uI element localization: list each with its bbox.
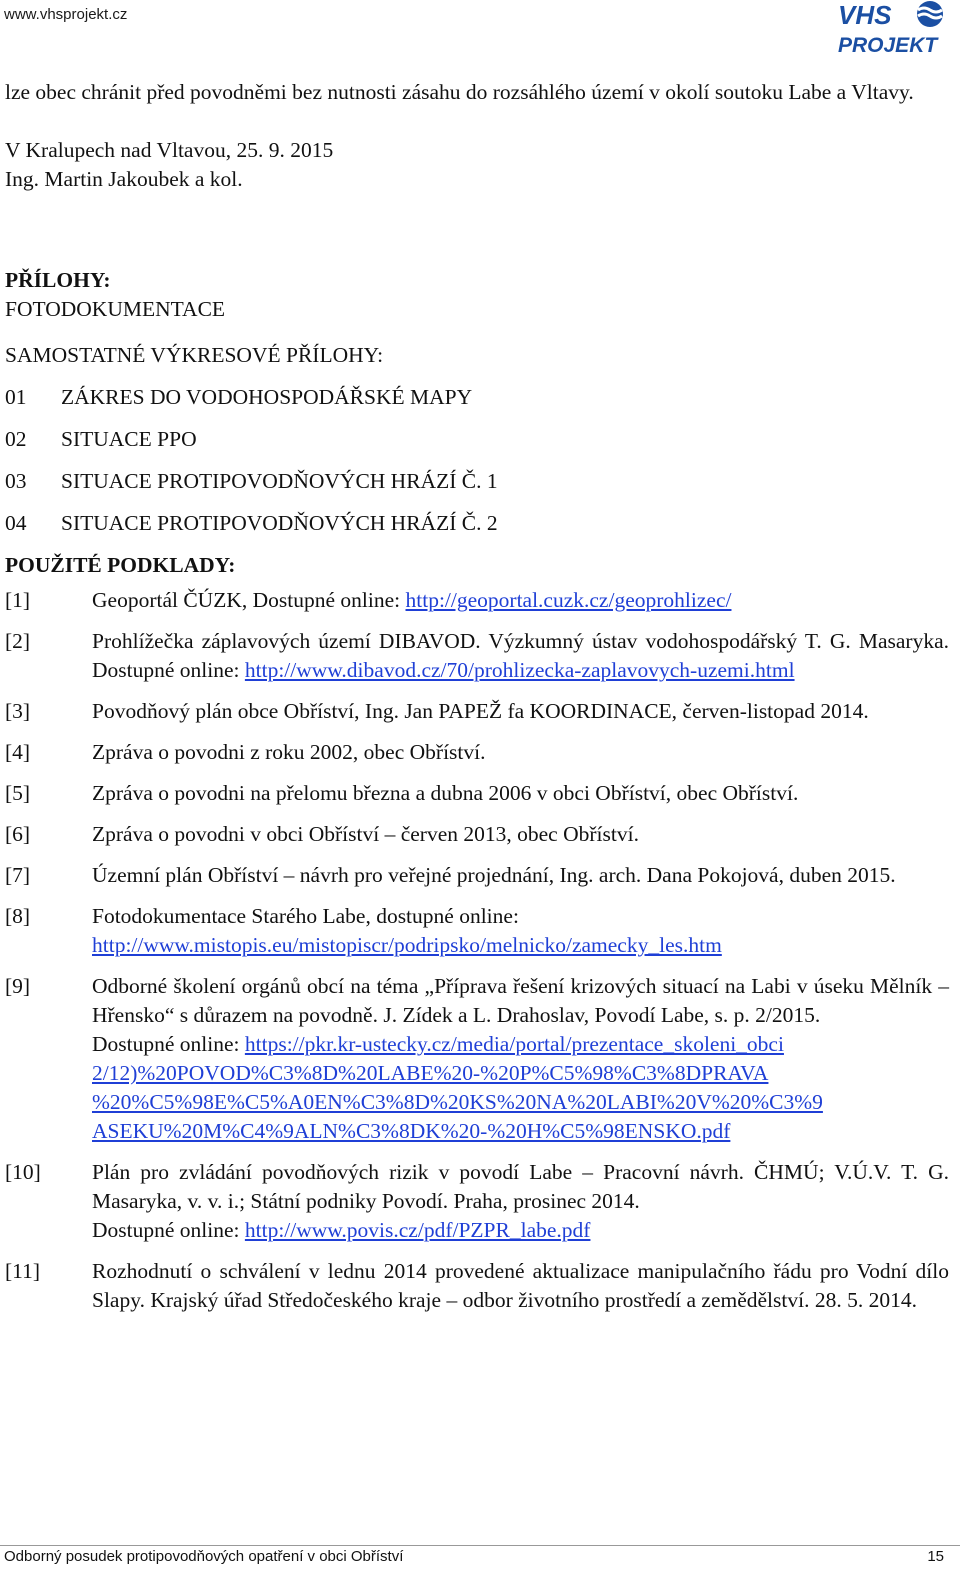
document-body bbox=[5, 78, 949, 1315]
references-list bbox=[5, 586, 949, 1315]
footer-divider bbox=[0, 1545, 960, 1546]
reference-text-online: Dostupné online: bbox=[92, 1032, 245, 1056]
drawing-number: 02 bbox=[5, 427, 27, 451]
drawing-label: SITUACE PROTIPOVODŇOVÝCH HRÁZÍ Č. 1 bbox=[61, 469, 498, 493]
reference-text: Rozhodnutí o schválení v lednu 2014 provedené aktualizace manipulačního řádu pro Vodní dílo Slapy. Krajský úřad Středočeského kraje – odbor životního prostředí a zemědělství. 28. 5. 2014. bbox=[92, 1259, 949, 1312]
reference-text: Odborné školení orgánů obcí na téma „Příprava řešení krizových situací na Labi v úseku Mělník – Hřensko“ s důrazem na povodně. J. Zídek a L. Drahoslav, Povodí Labe, s. p. 2/2015. bbox=[92, 974, 949, 1027]
reference-link[interactable]: http://www.dibavod.cz/70/prohlizecka-zaplavovych-uzemi.html bbox=[244, 658, 795, 682]
reference-link[interactable]: http://www.povis.cz/pdf/PZPR_labe.pdf bbox=[244, 1218, 591, 1242]
attachments-heading: PŘÍLOHY: bbox=[5, 268, 111, 292]
drawings-heading: SAMOSTATNÉ VÝKRESOVÉ PŘÍLOHY: bbox=[5, 343, 384, 367]
wave-icon bbox=[917, 1, 943, 27]
reference-number: [10] bbox=[5, 1160, 41, 1184]
reference-number: [7] bbox=[5, 863, 31, 887]
attachments-item: FOTODOKUMENTACE bbox=[5, 297, 226, 321]
author: Ing. Martin Jakoubek a kol. bbox=[5, 167, 243, 191]
drawing-number: 01 bbox=[5, 385, 27, 409]
reference-item bbox=[5, 697, 949, 726]
reference-number: [4] bbox=[5, 740, 31, 764]
reference-number: [5] bbox=[5, 781, 31, 805]
reference-link-continuation[interactable]: 2/12)%20POVOD%C3%8D%20LABE%20-%20P%C5%98%C3%8DPRAVA bbox=[92, 1061, 769, 1085]
reference-text: Územní plán Obříství – návrh pro veřejné projednání, Ing. arch. Dana Pokojová, duben 2015. bbox=[92, 863, 896, 887]
reference-link-continuation[interactable]: %20%C5%98E%C5%A0EN%C3%8D%20KS%20NA%20LABI%20V%20%C3%9 bbox=[92, 1090, 823, 1114]
reference-text: Prohlížečka záplavových území DIBAVOD. Výzkumný ústav vodohospodářský T. G. Masaryka. Dostupné online: bbox=[92, 629, 949, 682]
reference-text: Plán pro zvládání povodňových rizik v povodí Labe – Pracovní návrh. ČHMÚ; V.Ú.V. T. G. Masaryka, v. v. i.; Státní podniky Povodí. Praha, prosinec 2014. bbox=[92, 1160, 949, 1213]
reference-item bbox=[5, 1257, 949, 1315]
reference-link[interactable]: http://geoportal.cuzk.cz/geoprohlizec/ bbox=[405, 588, 732, 612]
reference-text: Zpráva o povodni na přelomu března a dubna 2006 v obci Obříství, obec Obříství. bbox=[92, 781, 799, 805]
reference-number: [2] bbox=[5, 629, 31, 653]
reference-link[interactable]: https://pkr.kr-ustecky.cz/media/portal/prezentace_skoleni_obci bbox=[244, 1032, 784, 1056]
header-url[interactable]: www.vhsprojekt.cz bbox=[4, 6, 128, 23]
reference-text: Povodňový plán obce Obříství, Ing. Jan PAPEŽ fa KOORDINACE, červen-listopad 2014. bbox=[92, 699, 869, 723]
reference-item bbox=[5, 586, 949, 615]
reference-item bbox=[5, 779, 949, 808]
reference-text: Fotodokumentace Starého Labe, dostupné online: bbox=[92, 904, 519, 928]
logo-text-projekt: PROJEKT bbox=[838, 34, 938, 57]
reference-number: [6] bbox=[5, 822, 31, 846]
logo-text-vhs: VHS bbox=[838, 0, 892, 30]
reference-item bbox=[5, 972, 949, 1146]
reference-number: [1] bbox=[5, 588, 31, 612]
reference-number: [3] bbox=[5, 699, 31, 723]
page-number: 15 bbox=[927, 1548, 944, 1565]
drawing-number: 03 bbox=[5, 469, 27, 493]
reference-number: [11] bbox=[5, 1259, 41, 1283]
reference-text-online: Dostupné online: bbox=[92, 1218, 245, 1242]
reference-link-continuation[interactable]: ASEKU%20M%C4%9ALN%C3%8DK%20-%20H%C5%98ENSKO.pdf bbox=[92, 1119, 731, 1143]
drawing-number: 04 bbox=[5, 511, 27, 535]
vhs-projekt-logo bbox=[836, 0, 946, 58]
reference-text: Geoportál ČÚZK, Dostupné online: bbox=[92, 588, 406, 612]
reference-text: Zpráva o povodni v obci Obříství – červen 2013, obec Obříství. bbox=[92, 822, 639, 846]
drawing-label: ZÁKRES DO VODOHOSPODÁŘSKÉ MAPY bbox=[61, 385, 473, 409]
place-date: V Kralupech nad Vltavou, 25. 9. 2015 bbox=[5, 138, 334, 162]
drawing-item bbox=[5, 509, 949, 538]
footer-title: Odborný posudek protipovodňových opatření v obci Obříství bbox=[4, 1548, 404, 1565]
intro-paragraph: lze obec chránit před povodněmi bez nutnosti zásahu do rozsáhlého území v okolí soutoku Labe a Vltavy. bbox=[5, 80, 914, 104]
reference-item bbox=[5, 820, 949, 849]
drawing-label: SITUACE PROTIPOVODŇOVÝCH HRÁZÍ Č. 2 bbox=[61, 511, 498, 535]
drawing-item bbox=[5, 383, 949, 412]
drawing-item bbox=[5, 467, 949, 496]
reference-item bbox=[5, 627, 949, 685]
reference-text: Zpráva o povodni z roku 2002, obec Obříství. bbox=[92, 740, 486, 764]
reference-item bbox=[5, 861, 949, 890]
drawing-label: SITUACE PPO bbox=[61, 427, 197, 451]
reference-item bbox=[5, 738, 949, 767]
reference-link[interactable]: http://www.mistopis.eu/mistopiscr/podripsko/melnicko/zamecky_les.htm bbox=[92, 933, 722, 957]
reference-number: [9] bbox=[5, 974, 31, 998]
drawing-item bbox=[5, 425, 949, 454]
sources-heading: POUŽITÉ PODKLADY: bbox=[5, 553, 236, 577]
reference-item bbox=[5, 902, 949, 960]
reference-item bbox=[5, 1158, 949, 1245]
reference-number: [8] bbox=[5, 904, 31, 928]
